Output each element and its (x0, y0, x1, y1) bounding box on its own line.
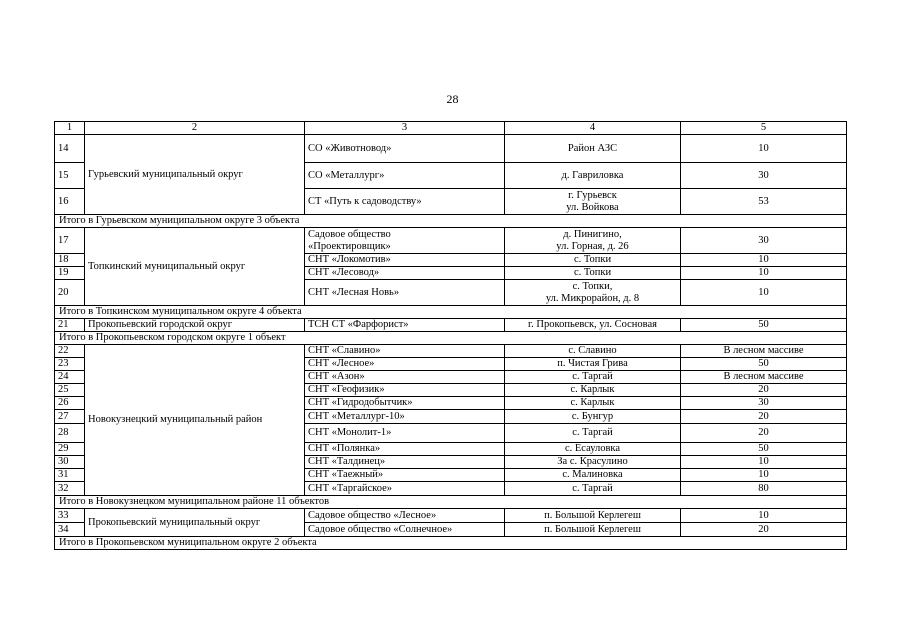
society-name-line: СНТ «Металлург-10» (308, 410, 405, 422)
total-text: Итого в Новокузнецком муниципальном районе 11 объектов (55, 496, 847, 509)
total-text: Итого в Прокопьевском муниципальном округе 2 объекта (55, 537, 847, 550)
society-name (305, 509, 505, 523)
table-row (55, 345, 847, 358)
row-number: 15 (55, 163, 85, 189)
column-header: 2 (85, 122, 305, 135)
society-name (305, 358, 505, 371)
value: 50 (681, 443, 847, 456)
value: 30 (681, 228, 847, 254)
row-number: 33 (55, 509, 85, 523)
row-number: 20 (55, 280, 85, 306)
location (505, 410, 681, 424)
society-name-line: СНТ «Полянка» (308, 443, 381, 454)
location-line: с. Малиновка (562, 469, 623, 480)
location (505, 358, 681, 371)
society-name (305, 254, 505, 267)
society-name-line: СО «Металлург» (308, 169, 385, 181)
society-name (305, 280, 505, 306)
value: 20 (681, 523, 847, 537)
row-number: 16 (55, 189, 85, 215)
location (505, 397, 681, 410)
location-line: ул. Микрорайон, д. 8 (545, 292, 640, 304)
value: В лесном массиве (681, 371, 847, 384)
garden-societies-table (54, 121, 847, 550)
location (505, 456, 681, 469)
column-header: 4 (505, 122, 681, 135)
society-name-line: СНТ «Геофизик» (308, 384, 385, 395)
value: 30 (681, 163, 847, 189)
value: 10 (681, 456, 847, 469)
location (505, 189, 681, 215)
table-row (55, 319, 847, 332)
society-name (305, 384, 505, 397)
location-line: с. Бунгур (571, 410, 614, 422)
row-number: 18 (55, 254, 85, 267)
row-number: 17 (55, 228, 85, 254)
location (505, 443, 681, 456)
value: 50 (681, 319, 847, 332)
location (505, 371, 681, 384)
society-name-line: СНТ «Монолит-1» (308, 427, 392, 438)
value: 10 (681, 254, 847, 267)
value: 10 (681, 280, 847, 306)
district-name: Прокопьевский муниципальный округ (85, 509, 305, 537)
location-line: п. Большой Керлегеш (544, 509, 641, 521)
society-name (305, 482, 505, 496)
society-name-line: СНТ «Локомотив» (308, 254, 391, 265)
column-header: 1 (55, 122, 85, 135)
location (505, 469, 681, 482)
location-line: д. Гавриловка (561, 169, 624, 181)
location (505, 267, 681, 280)
society-name-line: СНТ «Славино» (308, 345, 381, 356)
society-name-line: СНТ «Лесная Новь» (308, 286, 400, 298)
row-number: 26 (55, 397, 85, 410)
district-name: Прокопьевский городской округ (85, 319, 305, 332)
value: 10 (681, 267, 847, 280)
society-name (305, 456, 505, 469)
value: В лесном массиве (681, 345, 847, 358)
location-line: с. Топки (573, 254, 612, 265)
location-line: с. Топки, (572, 280, 613, 292)
location (505, 384, 681, 397)
row-number: 29 (55, 443, 85, 456)
location (505, 319, 681, 332)
society-name-line: Садовое общество «Солнечное» (308, 523, 453, 535)
table-header-row (55, 122, 847, 135)
society-name-line: ТСН СТ «Фарфорист» (308, 319, 409, 330)
row-number: 23 (55, 358, 85, 371)
society-name-line: СНТ «Талдинец» (308, 456, 386, 467)
row-number: 27 (55, 410, 85, 424)
value: 50 (681, 358, 847, 371)
location-line: с. Таргай (572, 482, 613, 494)
society-name (305, 163, 505, 189)
location-line: Район АЗС (567, 142, 618, 154)
location-line: с. Карлык (570, 397, 615, 408)
society-name (305, 319, 505, 332)
society-name (305, 345, 505, 358)
location (505, 135, 681, 163)
location-line: с. Карлык (570, 384, 615, 395)
value: 80 (681, 482, 847, 496)
total-row (55, 332, 847, 345)
society-name-line: СНТ «Таежный» (308, 469, 384, 480)
total-row (55, 537, 847, 550)
society-name-line: СО «Животновод» (308, 142, 392, 154)
location-line: с. Топки (573, 267, 612, 278)
column-header: 5 (681, 122, 847, 135)
society-name (305, 523, 505, 537)
row-number: 21 (55, 319, 85, 332)
society-name (305, 469, 505, 482)
society-name (305, 267, 505, 280)
location (505, 228, 681, 254)
row-number: 25 (55, 384, 85, 397)
value: 10 (681, 469, 847, 482)
society-name-line: Садовое общество «Лесное» (308, 509, 437, 521)
row-number: 24 (55, 371, 85, 384)
row-number: 14 (55, 135, 85, 163)
location (505, 254, 681, 267)
society-name (305, 135, 505, 163)
row-number: 19 (55, 267, 85, 280)
row-number: 32 (55, 482, 85, 496)
society-name (305, 410, 505, 424)
row-number: 34 (55, 523, 85, 537)
value: 20 (681, 424, 847, 443)
society-name-line: «Проектировщик» (308, 240, 391, 252)
location (505, 482, 681, 496)
row-number: 22 (55, 345, 85, 358)
total-row (55, 306, 847, 319)
location-line: г. Гурьевск (568, 189, 617, 201)
column-header: 3 (305, 122, 505, 135)
table-row (55, 135, 847, 163)
location-line: с. Таргай (572, 427, 613, 438)
district-name: Гурьевский муниципальный округ (85, 135, 305, 215)
location-line: п. Большой Керлегеш (544, 523, 641, 535)
value: 30 (681, 397, 847, 410)
location-line: г. Прокопьевск, ул. Сосновая (528, 319, 657, 330)
row-number: 30 (55, 456, 85, 469)
location-line: с. Славино (568, 345, 617, 356)
society-name-line: СНТ «Таргайское» (308, 482, 393, 494)
location-line: с. Есауловка (564, 443, 621, 454)
value: 20 (681, 410, 847, 424)
location-line: За с. Красулино (557, 456, 628, 467)
society-name-line: СТ «Путь к садоводству» (308, 195, 422, 207)
total-text: Итого в Гурьевском муниципальном округе 3 объекта (55, 215, 847, 228)
location-line: ул. Войкова (566, 201, 619, 213)
district-name: Новокузнецкий муниципальный район (85, 345, 305, 496)
society-name (305, 189, 505, 215)
total-text: Итого в Прокопьевском городском округе 1 объект (55, 332, 847, 345)
society-name-line: Садовое общество (308, 228, 391, 240)
society-name (305, 371, 505, 384)
total-text: Итого в Топкинском муниципальном округе 4 объекта (55, 306, 847, 319)
total-row (55, 215, 847, 228)
society-name (305, 424, 505, 443)
location-line: д. Пинигино, (563, 228, 622, 240)
value: 10 (681, 509, 847, 523)
location (505, 163, 681, 189)
society-name-line: СНТ «Лесовод» (308, 267, 380, 278)
society-name (305, 397, 505, 410)
society-name (305, 443, 505, 456)
district-name: Топкинский муниципальный округ (85, 228, 305, 306)
location (505, 523, 681, 537)
value: 10 (681, 135, 847, 163)
society-name (305, 228, 505, 254)
location (505, 345, 681, 358)
location-line: п. Чистая Грива (557, 358, 628, 369)
location (505, 424, 681, 443)
value: 20 (681, 384, 847, 397)
society-name-line: СНТ «Лесное» (308, 358, 375, 369)
total-row (55, 496, 847, 509)
row-number: 28 (55, 424, 85, 443)
table-row (55, 228, 847, 254)
location-line: ул. Горная, д. 26 (556, 240, 629, 252)
row-number: 31 (55, 469, 85, 482)
location (505, 509, 681, 523)
page-number: 28 (446, 92, 459, 106)
location (505, 280, 681, 306)
society-name-line: СНТ «Азон» (308, 371, 365, 382)
location-line: с. Таргай (572, 371, 613, 382)
value: 53 (681, 189, 847, 215)
society-name-line: СНТ «Гидродобытчик» (308, 397, 413, 408)
table-row (55, 509, 847, 523)
